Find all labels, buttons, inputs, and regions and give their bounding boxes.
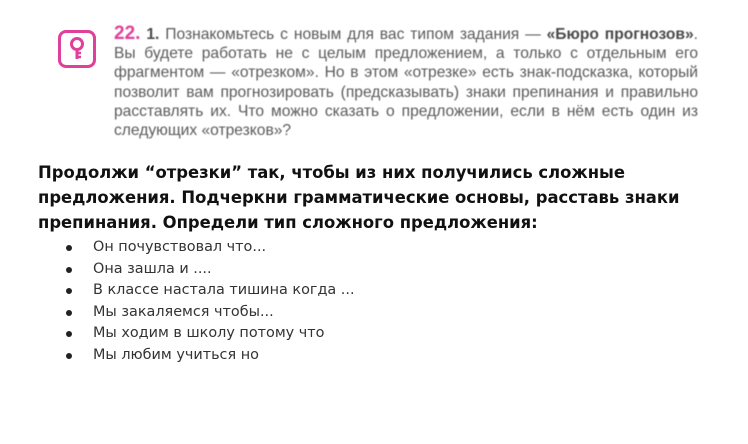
bullet-icon	[66, 267, 72, 273]
bullet-icon	[66, 288, 72, 294]
list-item-text: Мы любим учиться но	[93, 346, 259, 363]
list-item	[64, 323, 355, 345]
list-item	[64, 302, 355, 324]
list-item	[64, 345, 355, 367]
list-item	[64, 280, 355, 302]
exercise-text	[114, 24, 698, 140]
key-badge	[58, 30, 96, 68]
exercise-text-body: . Вы будете работать не с целым предложением, а только с отдельным его фрагментом — «отрезком». Но в этом «отрезке» есть знак-подсказка, который позволит вам прогнозировать (предсказывать) знаки препинания и правильно расставлять их. Что можно сказать о предложении, если в нём есть один из следующих «отрезков»?	[114, 26, 698, 140]
bullet-icon	[66, 331, 72, 337]
list-item-text: Мы ходим в школу потому что	[93, 325, 325, 342]
bullet-icon	[66, 310, 72, 316]
exercise-bold-term: «Бюро прогнозов»	[546, 26, 694, 43]
bullet-icon	[66, 353, 72, 359]
list-item-text: Он почувствовал что...	[93, 239, 267, 255]
list-item	[64, 259, 355, 281]
bullet-icon	[66, 245, 72, 251]
task-instruction: Продолжи “отрезки” так, чтобы из них получились сложные предложения. Подчеркни грамматические основы, расставь знаки препинания. Определи тип сложного предложения:	[38, 163, 680, 232]
list-item	[64, 237, 355, 259]
exercise-text-intro: Познакомьтесь с новым для вас типом задания —	[165, 26, 547, 43]
list-item-text: Она зашла и ....	[93, 260, 212, 277]
fragment-list	[64, 237, 355, 367]
textbook-excerpt	[58, 24, 704, 146]
exercise-sub-number: 1.	[146, 26, 160, 43]
list-item-text: В классе настала тишина когда ...	[93, 282, 355, 299]
list-item-text: Мы закаляемся чтобы...	[93, 303, 274, 320]
exercise-number: 22.	[114, 23, 141, 44]
